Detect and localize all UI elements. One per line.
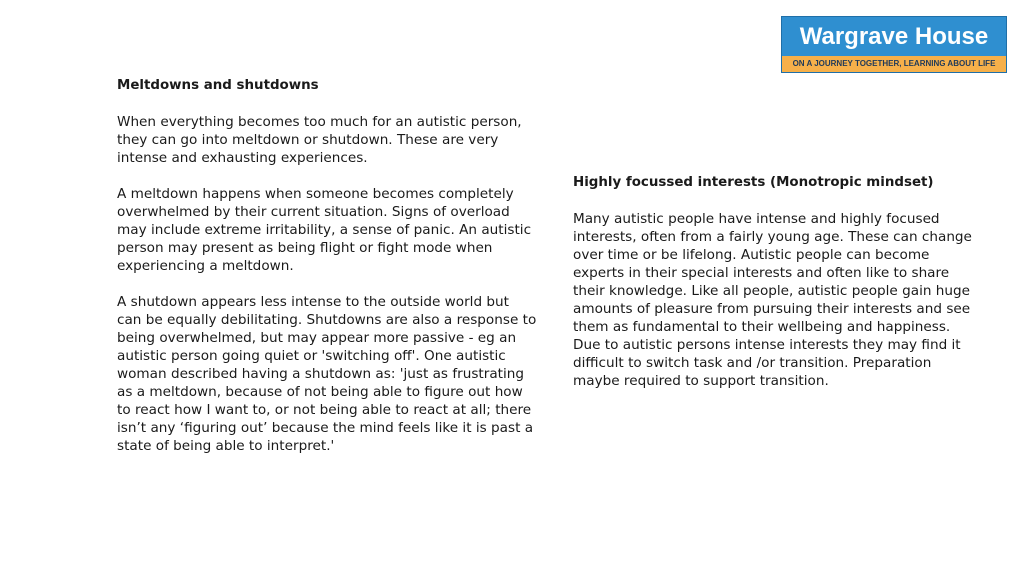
meltdowns-heading: Meltdowns and shutdowns — [117, 78, 319, 93]
spacer — [117, 167, 537, 185]
interests-heading: Highly focussed interests (Monotropic mindset) — [573, 175, 934, 190]
meltdowns-intro-paragraph: When everything becomes too much for an autistic person, they can go into meltdown or shutdown. These are very intense and exhausting experiences. — [117, 114, 522, 166]
shutdown-paragraph: A shutdown appears less intense to the outside world but can be equally debilitating. Shutdowns are also a response to being overwhelmed, but may appear more passive - eg an autistic person going quiet or 'switching off'. One autistic woman described having a shutdown as: 'just as frustrating as a meltdown, because of not being able to figure out how to react how I want to, or not being able to react at all; there isn’t any ‘figuring out’ because the mind feels like it is past a state of being able to interpret.' — [117, 294, 537, 454]
spacer — [573, 192, 973, 210]
meltdowns-section — [117, 77, 537, 455]
spacer — [117, 275, 537, 293]
logo-tagline: ON A JOURNEY TOGETHER, LEARNING ABOUT LIFE — [781, 56, 1007, 73]
logo-name: Wargrave House — [781, 16, 1007, 56]
transition-paragraph: Due to autistic persons intense interests they may find it difficult to switch task and /or transition. Preparation maybe required to support transition. — [573, 337, 961, 389]
meltdown-paragraph: A meltdown happens when someone becomes completely overwhelmed by their current situation. Signs of overload may include extreme irritability, a sense of panic. An autistic person may present as being flight or fight mode when experiencing a meltdown. — [117, 186, 532, 274]
interests-section — [573, 174, 973, 390]
interests-paragraph: Many autistic people have intense and highly focused interests, often from a fairly young age. These can change over time or be lifelong. Autistic people can become experts in their special interests and often like to share their knowledge. Like all people, autistic people gain huge amounts of pleasure from pursuing their interests and see them as fundamental to their wellbeing and happiness. — [573, 211, 972, 335]
wargrave-house-logo — [781, 16, 1007, 73]
spacer — [117, 95, 537, 113]
